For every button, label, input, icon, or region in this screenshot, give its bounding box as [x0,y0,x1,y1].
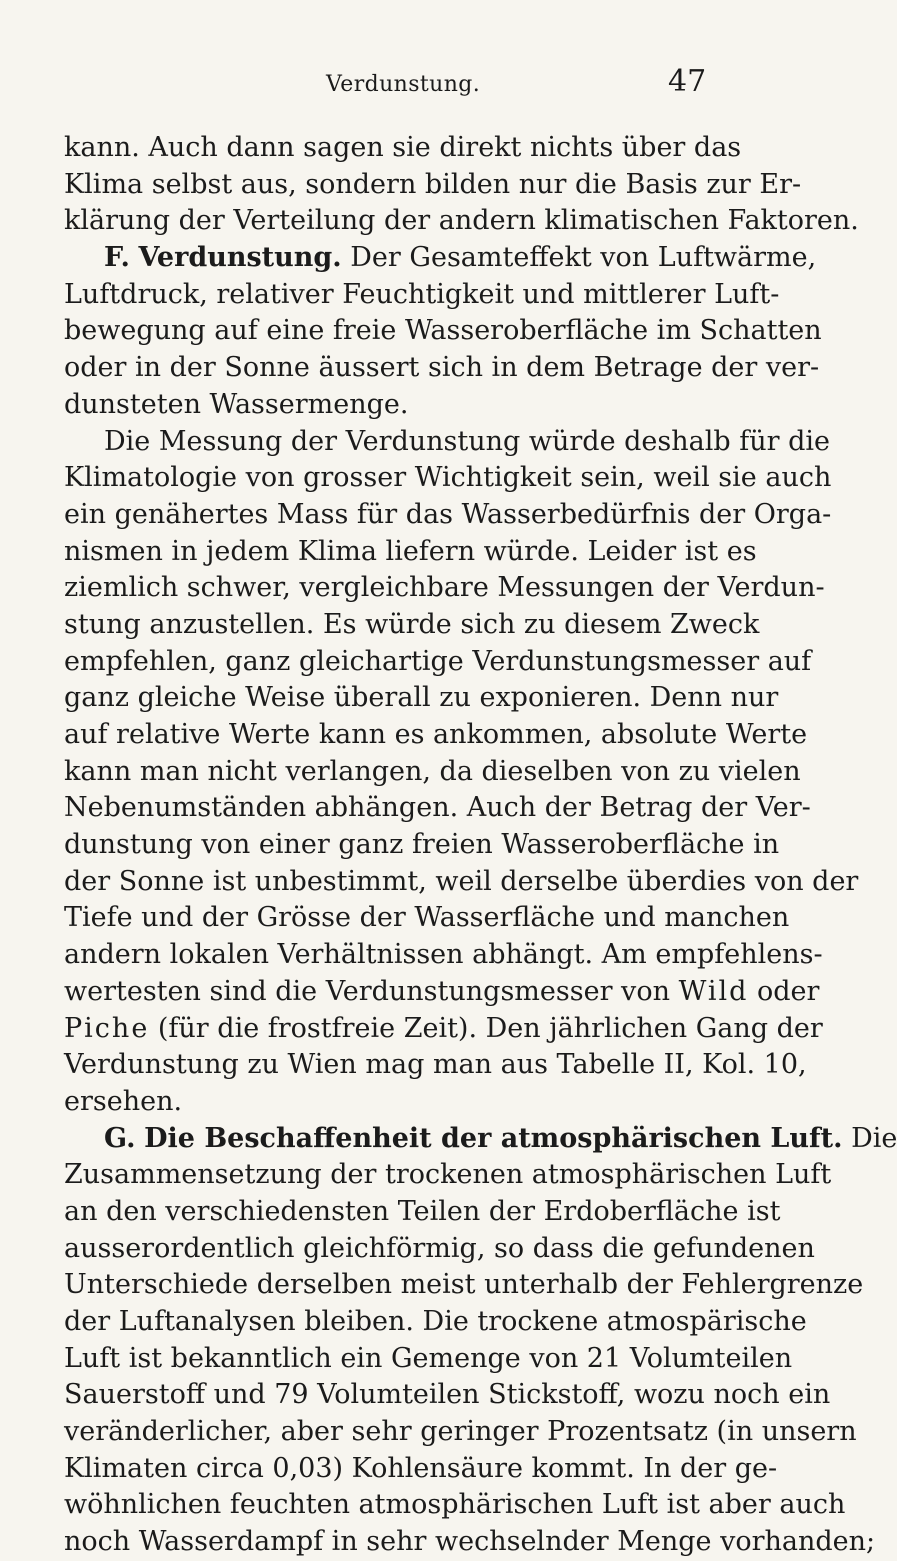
section-label-g: G. [104,1122,136,1154]
section-heading-line [64,1121,897,1158]
text-line: andern lokalen Verhältnissen abhängt. Am empfehlens- [64,939,823,971]
text-line: bewegung auf eine freie Wasseroberfläche im Schatten [64,315,822,347]
running-title: Verdunstung. [326,72,481,97]
section-heading-verdunstung: Verdunstung. [138,242,342,274]
text-line: ein genähertes Mass für das Wasserbedürfnis der Orga- [64,498,832,530]
text-line: kann. Auch dann sagen sie direkt nichts über das [64,132,742,163]
text-line: Die Messung der Verdunstung würde deshalb für die [104,425,831,457]
text-line: klärung der Verteilung der andern klimatischen Faktoren. [64,205,859,237]
text-line: Sauerstoff und 79 Volumteilen Stickstoff, wozu noch ein [64,1379,831,1411]
section-heading-atmosphaere: Die Beschaffenheit der atmosphärischen Luft. [144,1122,843,1154]
section-heading-line [64,240,817,277]
name-piche: Piche [64,1012,150,1044]
text-line: ausserordentlich gleichförmig, so dass die gefundenen [64,1232,815,1264]
text-line: Tiefe und der Grösse der Wasserfläche und manchen [64,902,790,934]
text-line [64,1011,823,1048]
text-line: Klimatologie von grosser Wichtigkeit sein, weil sie auch [64,462,832,494]
text-fragment: (für die frostfreie Zeit). Den jährlichen Gang der [157,1012,823,1044]
text-line: Zusammensetzung der trockenen atmosphärischen Luft [64,1159,832,1191]
text-fragment: wertesten sind die Verdunstungsmesser von [64,975,670,1007]
text-line: noch Wasserdampf in sehr wechselnder Menge vorhanden; [64,1526,876,1558]
text-line: ziemlich schwer, vergleichbare Messungen der Verdun- [64,572,825,604]
text-line: Klima selbst aus, sondern bilden nur die Basis zur Er- [64,168,802,200]
text-line: empfehlen, ganz gleichartige Verdunstungsmesser auf [64,645,812,677]
text-line: an den verschiedensten Teilen der Erdoberfläche ist [64,1195,781,1227]
text-line: Luftdruck, relativer Feuchtigkeit und mittlerer Luft- [64,278,780,310]
text-fragment: Der Gesamteffekt von Luftwärme, [350,242,817,274]
name-wild: Wild [678,975,749,1007]
text-line: dunsteten Wassermenge. [64,388,409,420]
body-text [64,130,897,1561]
text-line [64,974,820,1011]
text-line: der Luftanalysen bleiben. Die trockene atmospärische [64,1306,807,1337]
text-line: stung anzustellen. Es würde sich zu diesem Zweck [64,608,760,640]
text-line: dunstung von einer ganz freien Wasseroberfläche in [64,829,780,861]
text-line: wöhnlichen feuchten atmosphärischen Luft ist aber auch [64,1489,846,1521]
page-number: 47 [668,64,707,99]
text-line: der Sonne ist unbestimmt, weil derselbe überdies von der [64,865,859,897]
text-fragment: Die [851,1122,897,1154]
text-line: ganz gleiche Weise überall zu exponieren. Denn nur [64,682,779,714]
text-line: Luft ist bekanntlich ein Gemenge von 21 Volumteilen [64,1342,793,1374]
text-line: veränderlicher, aber sehr geringer Prozentsatz (in unsern [64,1416,857,1448]
text-line: oder in der Sonne äussert sich in dem Betrage der ver- [64,352,820,384]
text-line: Nebenumständen abhängen. Auch der Betrag der Ver- [64,792,811,824]
text-line: auf relative Werte kann es ankommen, absolute Werte [64,719,808,750]
text-line: Klimaten circa 0,03) Kohlensäure kommt. In der ge- [64,1452,778,1484]
text-line: nismen in jedem Klima liefern würde. Leider ist es [64,535,757,567]
text-line: Unterschiede derselben meist unterhalb der Fehlergrenze [64,1269,864,1301]
section-label-f: F. [104,242,130,274]
text-line: Verdunstung zu Wien mag man aus Tabelle II, Kol. 10, [64,1049,807,1081]
text-fragment: oder [757,975,820,1007]
text-line: kann man nicht verlangen, da dieselben von zu vielen [64,755,801,787]
text-line: ersehen. [64,1085,183,1117]
